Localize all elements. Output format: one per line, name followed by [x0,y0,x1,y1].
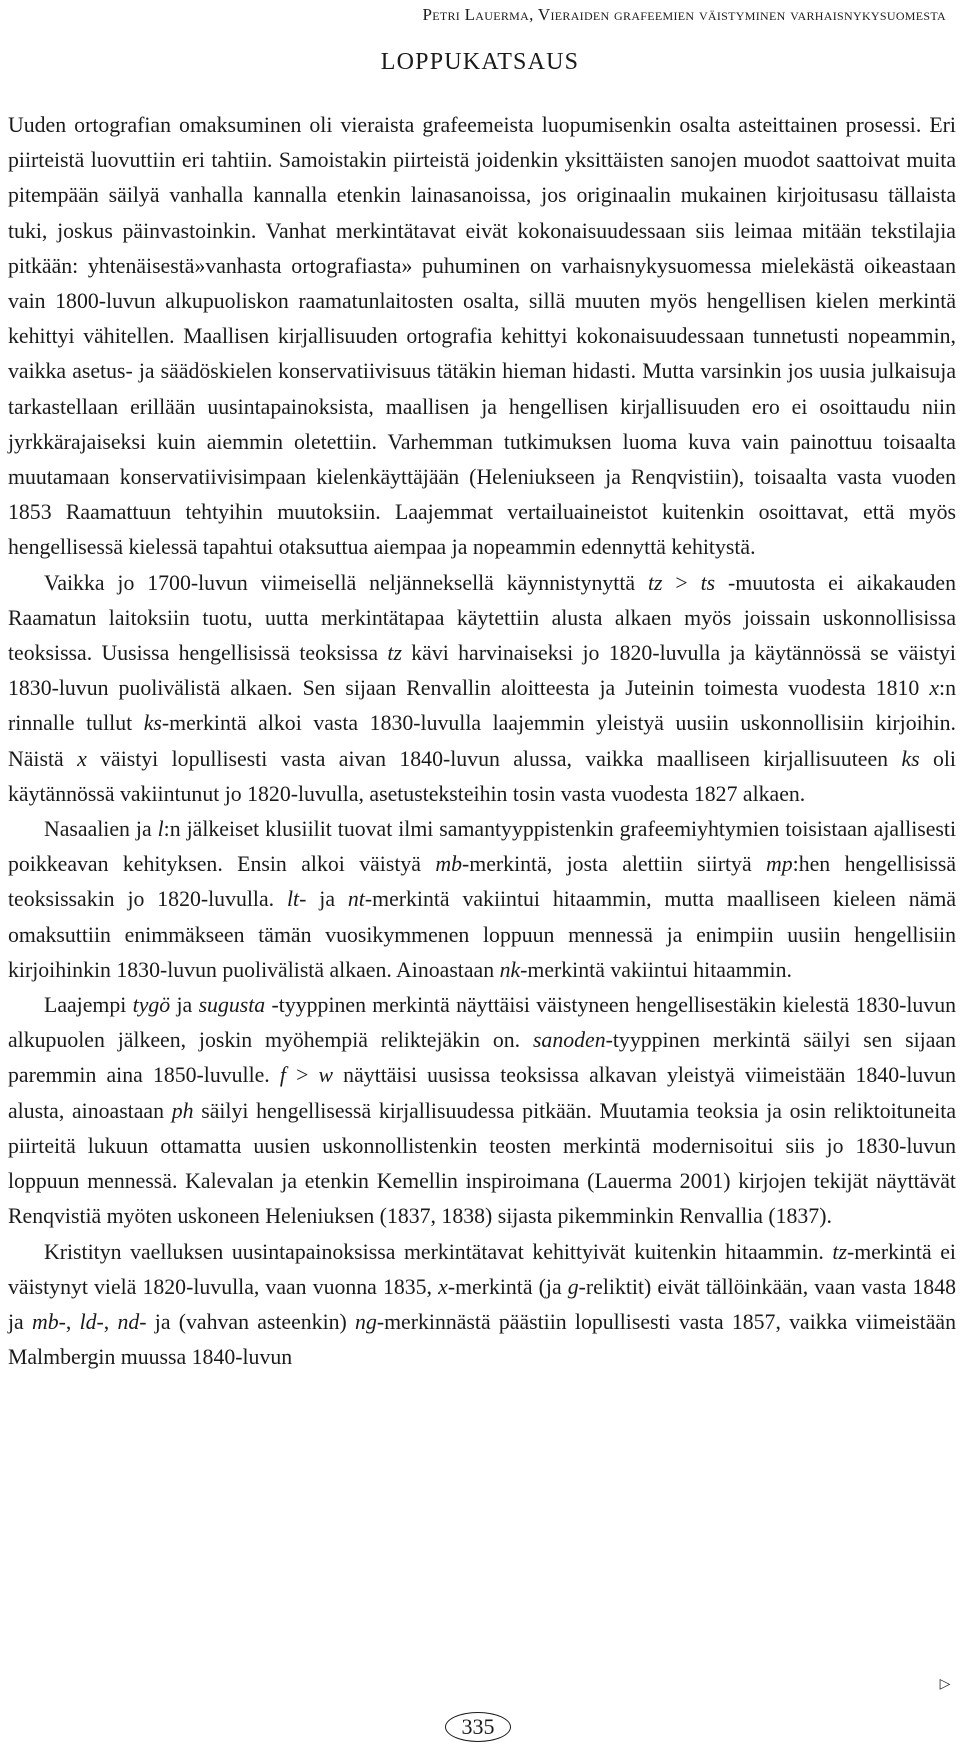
text-run: :n jälkeiset klusiilit tuovat ilmi samantyyppistenkin grafeemiyhtymien toisistaan ajallisesti poikkeavan kehityksen. Ensin alkoi väistyä [8,817,956,877]
text-run: > [285,1063,319,1088]
section-title: LOPPUKATSAUS [380,49,580,75]
text-run: Vaikka jo 1700-luvun viimeisellä neljänneksellä käynnistynyttä [44,570,648,595]
italic-term: x [438,1274,448,1299]
text-run: säilyi hengellisessä kirjallisuudessa pitkään. Muutamia teoksia ja osin reliktoituneita piirteitä lukuun ottamatta uusien uskonnollistenkin teosten merkintä modernisoitui siis jo 1830-luvun loppuun mennessä. Kalevalan ja etenkin Kemellin inspiroimana (Lauerma 2001) kirjojen tekijät näyttävät Renqvistiä myöten uskoneen Heleniuksen (1837, 1838) sijasta pikemminkin Renvallia (1837). [8,1098,956,1229]
text-run: -merkinnästä päästiin lopullisesti vasta 1857, vaikka viimeistään Malmbergin muussa 1840-luvun [8,1309,956,1370]
italic-term: ph [171,1098,194,1123]
text-run: kävi harvinaiseksi jo 1820-luvulla ja käytännössä se väistyi 1830-luvun puolivälistä alkaen. Sen sijaan Renvallin aloitteesta ja Juteinin toimesta vuodesta 1810 [8,641,956,701]
italic-term: ts [700,570,716,595]
text-run: - ja [299,887,348,912]
italic-term: g [567,1274,579,1299]
paragraph [8,1235,956,1376]
text-run: Uuden ortografian omaksuminen oli vieraista grafeemeista luopumisenkin osalta asteittainen prosessi. Eri piirteistä luovuttiin eri tahtiin. Samoistakin piirteistä joidenkin yksittäisten sanojen muodot saattoivat muita pitempään säilyä vanhalla kannalla etenkin lainasanoissa, jos originaalin mukainen kirjoitusasu tällaista tuki, joskus päinvastoinkin. Vanhat merkintätavat eivät kokonaisuudessaan siis leimaa mitään tekstilajia pitkään: yhtenäisestä»vanhasta ortografiasta» puhuminen on varhaisnykysuomessa mielekästä oikeastaan vain 1800-luvun alkupuoliskon raamatunlaitosten osalta, sillä muuten myös hengellisen kielen merkintä kehittyi vähitellen. Maallisen kirjallisuuden ortografia kehittyi kokonaisuudessaan tunnetusti nopeammin, vaikka asetus- ja säädöskielen konservatiivisuus tätäkin hieman hidasti. Mutta varsinkin jos uusia julkaisuja tarkastellaan erillään uusintapainoksista, maallisen ja hengellisen kirjallisuuden ero ei osoittaudu niin jyrkkärajaiseksi kuin aiemmin oletettiin. Varhemman tutkimuksen luoma kuva vain painottuu toisaalta muutamaan konservatiivisimpaan kielenkäyttäjään (Heleniukseen ja Renqvistiin), toisaalta vasta vuoden 1853 Raamattuun tehtyihin muutoksiin. Laajemmat vertailuaineistot kuitenkin osoittavat, että myös hengellisessä kielessä tapahtui otaksuttua aiempaa ja nopeammin edennyttä kehitystä. [8,113,956,560]
text-run: -tyyppinen merkintä säilyi sen sijaan paremmin aina 1850-luvulle. [8,1028,956,1088]
italic-term: mb [31,1309,59,1334]
italic-term: mp [766,852,793,877]
text-run: :hen hengellisissä teoksissakin jo 1820-luvulla. [8,852,956,912]
text-run: näyttäisi uusissa teoksissa alkavan yleistyä viimeistään 1840-luvun alusta, ainoastaan [8,1063,956,1123]
text-run: oli käytännössä vakiintunut jo 1820-luvulla, asetusteksteihin tosin vasta vuodesta 1827 alkaen. [8,746,956,806]
italic-term: ks [143,711,162,736]
paragraph [8,812,956,988]
text-run: -muutosta ei aikakauden Raamatun laitoksiin tuotu, uutta merkintätapaa käytettiin alusta alkaen myös joissain uskonnollisissa teoksissa. Uusissa hengellisissä teoksissa [8,570,956,666]
italic-term: ks [901,746,920,771]
italic-term: tygö [132,993,171,1018]
italic-term: w [318,1063,334,1088]
italic-term: nt [347,887,365,912]
paragraph [8,988,956,1234]
italic-term: nk [499,957,521,982]
running-head-text: Petri Lauerma, Vieraiden grafeemien väistyminen varhaisnykysuomesta [422,5,946,24]
italic-term: x [77,746,87,771]
text-run: > [662,570,701,595]
text-run: -, [58,1309,80,1334]
italic-term: lt [287,887,300,912]
italic-term: sugusta [198,993,266,1018]
body-text [8,108,956,1375]
text-run: -reliktit) eivät tällöinkään, vaan vasta 1848 ja [8,1274,956,1334]
text-run: -merkintä ei väistynyt vielä 1820-luvulla, vaan vuonna 1835, [8,1239,956,1299]
running-head [0,0,946,30]
italic-term: sanoden [532,1028,606,1053]
text-run: Laajempi [44,993,133,1018]
text-run: -, [96,1309,118,1334]
text-run: -merkintä vakiintui hitaammin, mutta maalliseen kieleen nämä omaksuttiin enimmäkseen tämän vuosikymmenen loppuun mennessä ja enimpiin uusiin hengellisiin kirjoihinkin 1830-luvun puolivälistä alkaen. Ainoastaan [8,887,957,982]
text-run: :n rinnalle tullut [8,676,956,736]
italic-term: mb [435,852,463,877]
text-run: - ja (vahvan asteenkin) [139,1309,356,1334]
paragraph [8,566,956,812]
text-run: -tyyppinen merkintä näyttäisi väistyneen hengellisestäkin kielestä 1830-luvun alkupuolen jälkeen, joskin myöhempiä reliktejäkin on. [8,993,956,1053]
text-run: -merkintä, josta alettiin siirtyä [462,852,767,877]
italic-term: x [929,676,940,701]
text-run: -merkintä alkoi vasta 1830-luvulla laajemmin yleistyä uusiin uskonnollisiin kirjoihin. Näistä [8,711,956,771]
italic-term: tz [647,570,663,595]
paragraph [8,108,956,566]
text-run: -merkintä vakiintui hitaammin. [520,957,792,982]
italic-term: l [157,817,164,842]
italic-term: ld [79,1309,97,1334]
italic-term: ng [355,1309,377,1334]
italic-term: tz [832,1239,847,1264]
italic-term: tz [387,641,402,666]
italic-term: nd [117,1309,140,1334]
text-run: väistyi lopullisesti vasta aivan 1840-luvun alussa, vaikka maalliseen kirjallisuuteen [86,746,902,771]
text-run: -merkintä (ja [447,1274,568,1299]
page-number: 335 [445,1712,511,1742]
text-run: Nasaalien ja [44,817,158,842]
continuation-arrow-icon: ▷ [939,1677,951,1692]
text-run: ja [170,993,199,1018]
text-run: Kristityn vaelluksen uusintapainoksissa merkintätavat kehittyivät kuitenkin hitaammin. [44,1239,833,1264]
italic-term: f [279,1063,286,1088]
